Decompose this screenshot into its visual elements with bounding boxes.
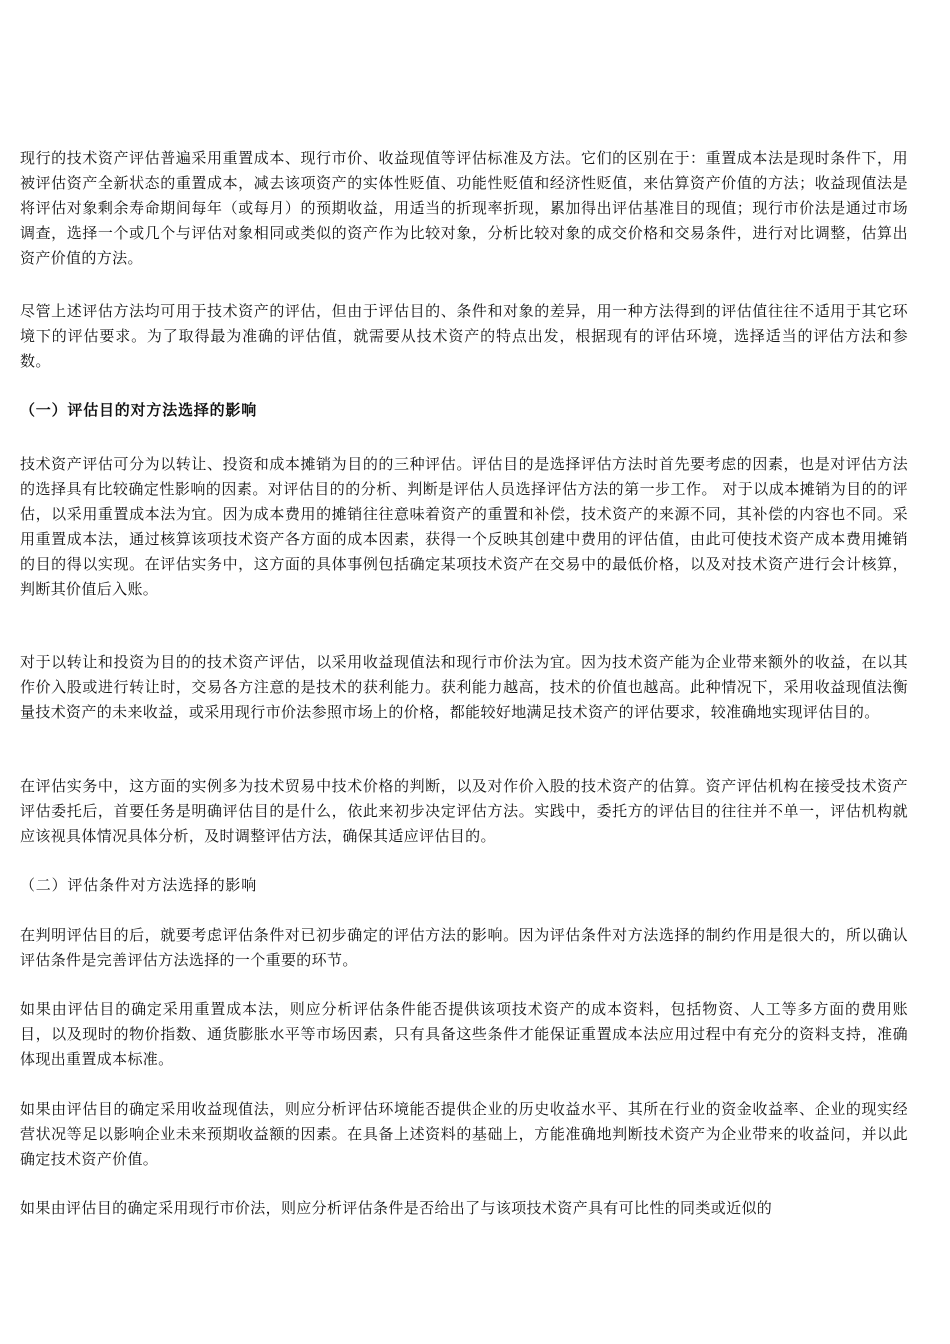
paragraph-purpose-transfer-investment: 对于以转让和投资为目的的技术资产评估，以采用收益现值法和现行市价法为宜。因为技术资产能为企业带来额外的收益，在以其作价入股或进行转让时，交易各方注意的是技术的获利能力。获利能力越高，技术的价值也越高。此种情况下，采用收益现值法衡量技术资产的未来收益，或采用现行市价法参照市场上的价格，都能较好地满足技术资产的评估要求，较准确地实现评估目的。 bbox=[20, 653, 908, 721]
paragraph-method-selection-intro: 尽管上述评估方法均可用于技术资产的评估，但由于评估目的、条件和对象的差异，用一种方法得到的评估值往往不适用于其它环境下的评估要求。为了取得最为准确的评估值，就需要从技术资产的特点出发，根据现有的评估环境，选择适当的评估方法和参数。 bbox=[20, 302, 908, 370]
paragraph-purpose-practice: 在评估实务中，这方面的实例多为技术贸易中技术价格的判断，以及对作价入股的技术资产的估算。资产评估机构在接受技术资产评估委托后，首要任务是明确评估目的是什么，依此来初步决定评估方法。实践中，委托方的评估目的往往并不单一，评估机构就应该视具体情况具体分析，及时调整评估方法，确保其适应评估目的。 bbox=[20, 777, 908, 845]
paragraph-valuation-methods-overview: 现行的技术资产评估普遍采用重置成本、现行市价、收益现值等评估标准及方法。它们的区别在于：重置成本法是现时条件下，用被评估资产全新状态的重置成本，减去该项资产的实体性贬值、功能性贬值和经济性贬值，来估算资产价值的方法；收益现值法是将评估对象剩余寿命期间每年（或每月）的预期收益，用适当的折现率折现，累加得出评估基准目的现值；现行市价法是通过市场调查，选择一个或几个与评估对象相同或类似的资产作为比较对象，分析比较对象的成交价格和交易条件，进行对比调整，估算出资产价值的方法。 bbox=[20, 149, 908, 267]
paragraph-conditions-intro: 在判明评估目的后，就要考虑评估条件对已初步确定的评估方法的影响。因为评估条件对方法选择的制约作用是很大的，所以确认评估条件是完善评估方法选择的一个重要的环节。 bbox=[20, 926, 908, 969]
paragraph-conditions-income: 如果由评估目的确定采用收益现值法，则应分析评估环境能否提供企业的历史收益水平、其所在行业的资金收益率、企业的现实经营状况等足以影响企业未来预期收益额的因素。在具备上述资料的基础上，方能准确地判断技术资产为企业带来的收益问，并以此确定技术资产价值。 bbox=[20, 1100, 908, 1168]
paragraph-conditions-market: 如果由评估目的确定采用现行市价法，则应分析评估条件是否给出了与该项技术资产具有可比性的同类或近似的 bbox=[20, 1199, 773, 1217]
section-heading-conditions: （二）评估条件对方法选择的影响 bbox=[20, 876, 258, 894]
paragraph-conditions-replacement-cost: 如果由评估目的确定采用重置成本法，则应分析评估条件能否提供该项技术资产的成本资料，包括物资、人工等多方面的费用账目，以及现时的物价指数、通货膨胀水平等市场因素，只有具备这些条件才能保证重置成本法应用过程中有充分的资料支持，准确体现出重置成本标准。 bbox=[20, 1000, 908, 1068]
section-heading-purpose: （一）评估目的对方法选择的影响 bbox=[20, 401, 258, 419]
paragraph-purpose-cost-amortization: 技术资产评估可分为以转让、投资和成本摊销为目的的三种评估。评估目的是选择评估方法时首先要考虑的因素，也是对评估方法的选择具有比较确定性影响的因素。对评估目的的分析、判断是评估人员选择评估方法的第一步工作。 对于以成本摊销为目的的评估，以采用重置成本法为宜。因为成本费用的摊销往往意味着资产的重置和补偿，技术资产的来源不同，其补偿的内容也不同。采用重置成本法，通过核算该项技术资产各方面的成本因素，获得一个反映其创建中费用的评估值，由此可使技术资产成本费用摊销的目的得以实现。在评估实务中，这方面的具体事例包括确定某项技术资产在交易中的最低价格，以及对技术资产进行会计核算，判断其价值后入账。 bbox=[20, 455, 908, 598]
